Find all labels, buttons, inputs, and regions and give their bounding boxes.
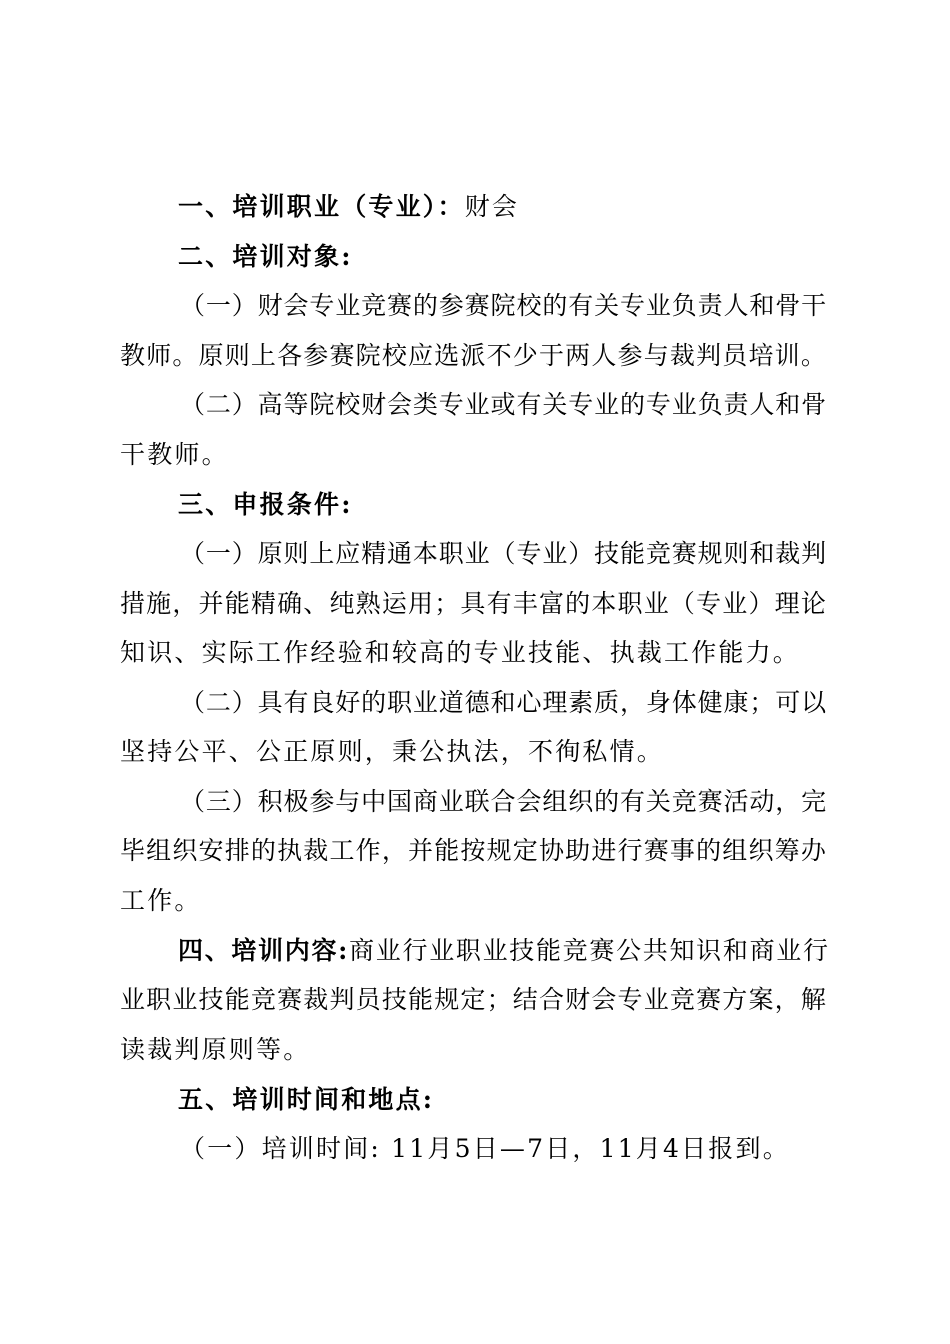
section-2-item-1-line-2: 教师。原则上各参赛院校应选派不少于两人参与裁判员培训。 [120, 341, 828, 370]
section-3-item-2-line-1: （二）具有良好的职业道德和心理素质，身体健康；可以 [180, 688, 828, 717]
section-4-line-1 [178, 935, 830, 967]
section-3-heading: 三、申报条件: [178, 490, 353, 519]
section-2-item-1-line-1: （一）财会专业竞赛的参赛院校的有关专业负责人和骨干 [180, 291, 828, 320]
section-3-item-1-line-1: （一）原则上应精通本职业（专业）技能竞赛规则和裁判 [180, 539, 828, 568]
section-3-item-1-line-3: 知识、实际工作经验和较高的专业技能、执裁工作能力。 [120, 638, 801, 667]
section-5-item-1-line-1: （一）培训时间: 11月5日—7日，11月4日报到。 [180, 1134, 790, 1163]
section-1-heading: 一、培训职业（专业）： [178, 192, 465, 221]
section-3-item-3-line-3: 工作。 [120, 886, 202, 915]
section-5-heading: 五、培训时间和地点: [178, 1085, 435, 1114]
section-4-text-line-3: 读裁判原则等。 [120, 1035, 311, 1064]
section-3-item-1-line-2: 措施，并能精确、纯熟运用；具有丰富的本职业（专业）理论 [120, 589, 828, 618]
section-2-item-2-line-1: （二）高等院校财会类专业或有关专业的专业负责人和骨 [180, 390, 828, 419]
section-4-text-line-2: 业职业技能竞赛裁判员技能规定；结合财会专业竞赛方案，解 [120, 985, 828, 1014]
section-3-item-3-line-2: 毕组织安排的执裁工作，并能按规定协助进行赛事的组织筹办 [120, 836, 828, 865]
section-4-text-line-1: 商业行业职业技能竞赛公共知识和商业行 [349, 936, 830, 965]
section-3-item-3-line-1: （三）积极参与中国商业联合会组织的有关竞赛活动，完 [180, 787, 828, 816]
section-4-heading: 四、培训内容: [178, 936, 350, 965]
section-1-text: 财会 [464, 192, 520, 221]
section-2-heading: 二、培训对象: [178, 242, 353, 271]
section-1-line [178, 191, 519, 223]
section-2-item-2-line-2: 干教师。 [120, 440, 229, 469]
section-3-item-2-line-2: 坚持公平、公正原则，秉公执法，不徇私情。 [120, 737, 665, 766]
